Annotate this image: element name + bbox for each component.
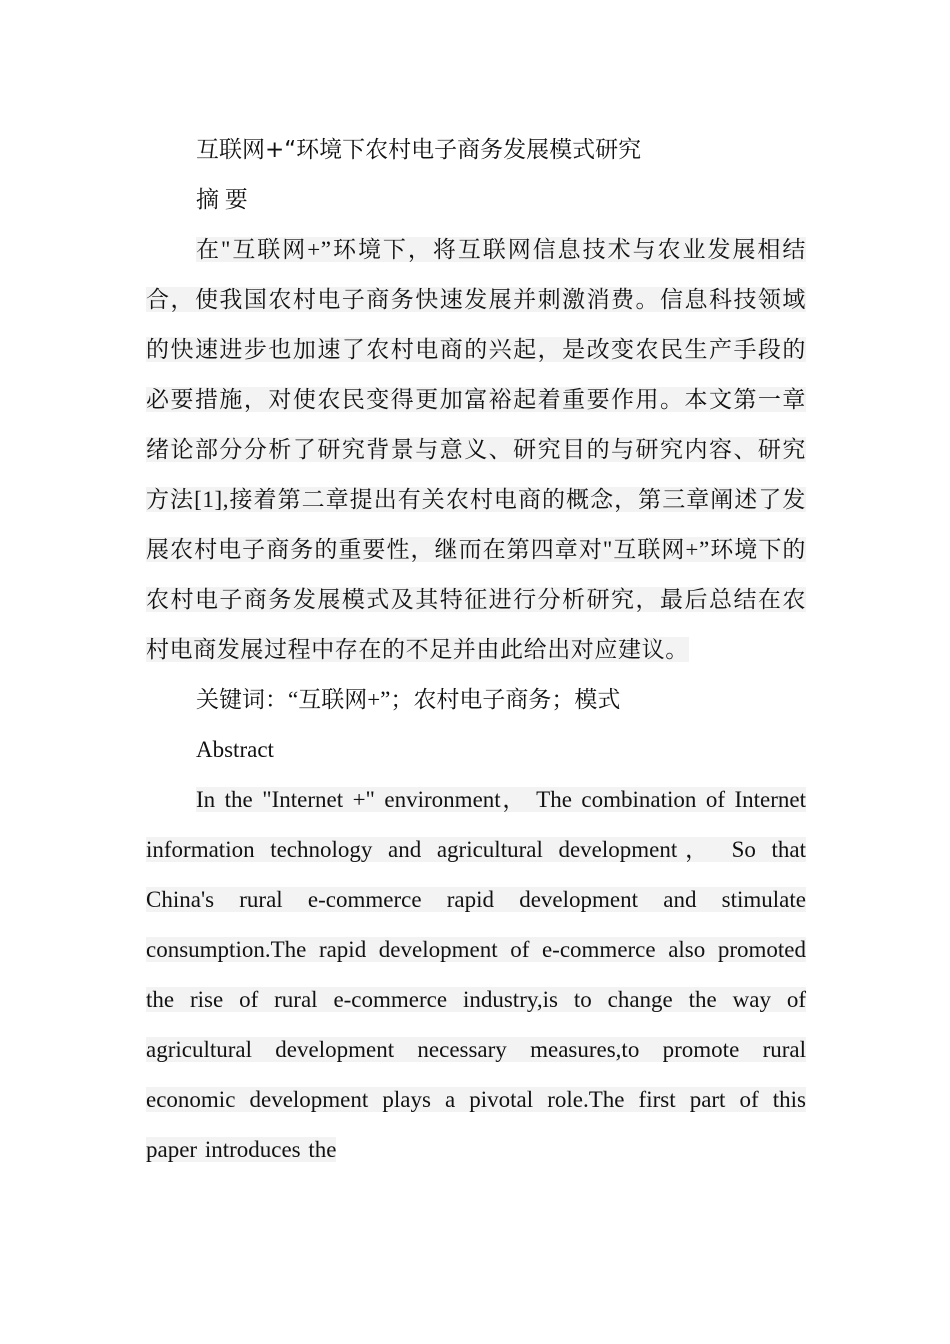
abstract-en-text: In the "Internet +" environment， The combination of Internet information technology and agricultural development， So that China's rural e-commerce rapid development and stimulate consumption.The rapid development of e-commerce also promoted the rise of rural e-commerce industry,is to change the way of agricultural development necessary measures,to promote rural economic development plays a pivotal role.The first part of this paper introduces the: [146, 787, 806, 1162]
abstract-en-paragraph: [146, 775, 806, 1175]
abstract-cn-paragraph: [146, 225, 806, 675]
abstract-cn-text: 在"互联网+”环境下，将互联网信息技术与农业发展相结合，使我国农村电子商务快速发展并刺激消费。信息科技领域的快速进步也加速了农村电商的兴起，是改变农民生产手段的必要措施，对使农民变得更加富裕起着重要作用。本文第一章绪论部分分析了研究背景与意义、研究目的与研究内容、研究方法[1],接着第二章提出有关农村电商的概念，第三章阐述了发展农村电子商务的重要性，继而在第四章对"互联网+”环境下的农村电子商务发展模式及其特征进行分析研究，最后总结在农村电商发展过程中存在的不足并由此给出对应建议。: [146, 237, 806, 662]
abstract-en-heading: Abstract: [196, 737, 274, 762]
document-body: [146, 125, 806, 1175]
keywords-cn: 关键词：“互联网+”；农村电子商务；模式: [196, 687, 621, 712]
abstract-cn-heading: 摘 要: [196, 187, 248, 212]
document-title: 互联网+“环境下农村电子商务发展模式研究: [196, 137, 642, 163]
